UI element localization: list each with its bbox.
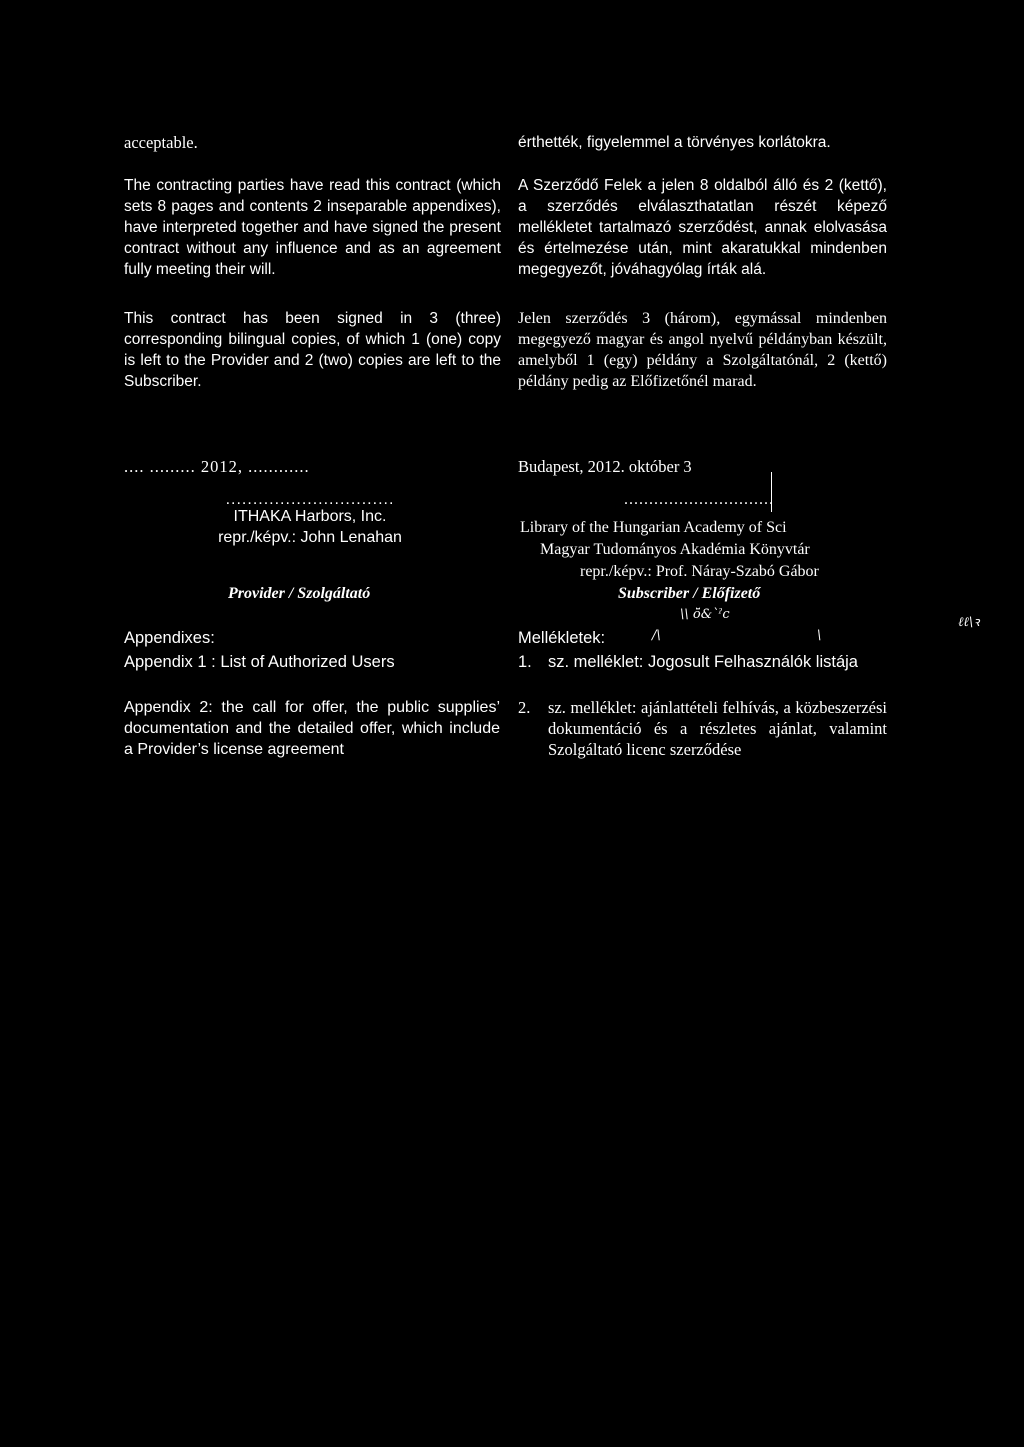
subscriber-name-hu: Magyar Tudományos Akadémia Könyvtár bbox=[540, 541, 810, 558]
left-appendixes-heading: Appendixes: bbox=[124, 629, 215, 647]
right-appendix-2-number: 2. bbox=[518, 698, 531, 717]
handwritten-initials-right: ℓℓ\ꝛ bbox=[958, 615, 980, 630]
provider-representative: repr./képv.: John Lenahan bbox=[218, 529, 402, 546]
right-paragraph-copies: Jelen szerződés 3 (három), egymással mindenben megegyező magyar és angol nyelvű példányban készült, amelyből 1 (egy) példány a Szolgáltatónál, 2 (kettő) példány pedig az Előfizetőnél marad. bbox=[518, 310, 887, 390]
left-appendix-1: Appendix 1 : List of Authorized Users bbox=[124, 653, 395, 671]
subscriber-role: Subscriber / Előfizető bbox=[618, 585, 761, 602]
left-appendix-2: Appendix 2: the call for offer, the public supplies’ documentation and the detailed offer, which include a Provider’s license agreement bbox=[124, 699, 500, 758]
handwritten-mark-b: \ bbox=[817, 628, 822, 643]
right-appendix-1: sz. melléklet: Jogosult Felhasználók listája bbox=[548, 653, 858, 671]
left-column bbox=[124, 132, 502, 153]
provider-name: ITHAKA Harbors, Inc. bbox=[233, 508, 387, 525]
handwritten-mark-a: /\ bbox=[652, 628, 661, 643]
provider-signature-line: ............................... bbox=[225, 491, 395, 508]
handwritten-initials-mid: \\ ŏ̈&`ˀc bbox=[680, 607, 730, 622]
subscriber-representative: repr./képv.: Prof. Náray-Szabó Gábor bbox=[580, 563, 819, 580]
provider-signature-block bbox=[172, 491, 448, 548]
subscriber-name-en: Library of the Hungarian Academy of Sci bbox=[520, 519, 787, 536]
right-intro-line: érthették, figyelemmel a törvényes korlátokra. bbox=[518, 134, 831, 151]
left-acceptable: acceptable. bbox=[124, 133, 198, 152]
right-date: Budapest, 2012. október 3 bbox=[518, 457, 692, 476]
left-date: .... ......... 2012, ............ bbox=[124, 457, 310, 476]
subscriber-signature-block bbox=[504, 491, 860, 508]
left-paragraph-signing: The contracting parties have read this contract (which sets 8 pages and contents 2 inseparable appendixes), have interpreted together and have signed the present contract without any influence and as an agreement fully meeting their will. bbox=[124, 177, 501, 278]
right-appendix-1-number: 1. bbox=[518, 653, 532, 671]
left-paragraph-copies: This contract has been signed in 3 (three) corresponding bilingual copies, of which 1 (one) copy is left to the Provider and 2 (two) copies are left to the Subscriber. bbox=[124, 310, 501, 390]
right-appendixes-heading: Mellékletek: bbox=[518, 629, 606, 647]
right-appendix-2: sz. melléklet: ajánlattételi felhívás, a közbeszerzési dokumentáció és a részletes ajánlat, valamint Szolgáltató licenc szerződése bbox=[548, 698, 887, 759]
right-paragraph-signing: A Szerződő Felek a jelen 8 oldalból álló és 2 (kettő), a szerződés elválaszthatatlan részét képező mellékletet tartalmazó szerződést, annak elolvasása és értelmezése után, mint akaratukkal mindenben megegyezőt, jóváhagyólag írták alá. bbox=[518, 177, 887, 278]
provider-role: Provider / Szolgáltató bbox=[228, 585, 371, 602]
subscriber-signature-line: .............................. bbox=[624, 491, 774, 508]
